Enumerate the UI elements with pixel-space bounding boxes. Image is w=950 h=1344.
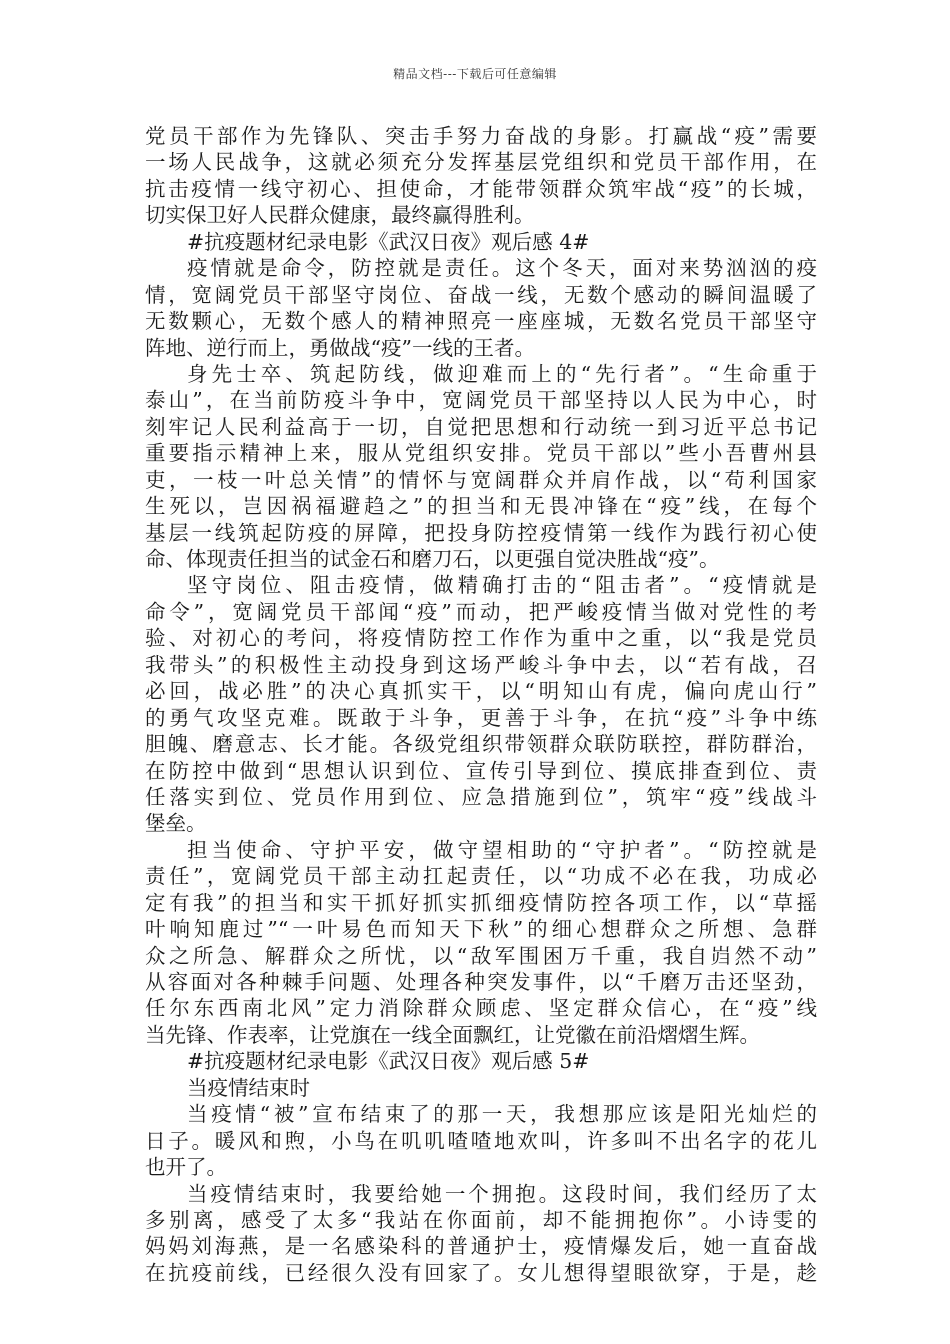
page-header: 精品文档---下载后可任意编辑 [393,67,557,81]
text-line: 在抗疫前线，已经很久没有回家了。女儿想得望眼欲穿，于是，趁 [145,1260,817,1285]
text-line: 也开了。 [145,1155,227,1180]
text-line: 从容面对各种棘手问题、处理各种突发事件，以“千磨万击还坚劲， [145,970,817,994]
document-body [145,123,817,1286]
subheading: 当疫情结束时 [187,1075,310,1100]
text-line: 当先锋、作表率，让党旗在一线全面飘红，让党徽在前沿熠熠生辉。 [145,1022,760,1047]
text-line: 命令”，宽阔党员干部闻“疫”而动，把严峻疫情当做对党性的考 [145,599,817,624]
text-line: 胆魄、磨意志、长才能。各级党组织带领群众联防联控，群防群治， [145,732,817,757]
text-line: 在防控中做到“思想认识到位、宣传引导到位、摸底排查到位、责 [145,758,817,783]
text-line: 当疫情“被”宣布结束了的那一天，我想那应该是阳光灿烂的 [187,1102,817,1127]
text-line: 我带头”的积极性主动投身到这场严峻斗争中去，以“若有战，召 [145,652,817,677]
text-line: 当疫情结束时，我要给她一个拥抱。这段时间，我们经历了太 [187,1181,817,1206]
text-line: 日子。暖风和煦，小鸟在叽叽喳喳地欢叫，许多叫不出名字的花儿 [145,1128,817,1153]
text-line: 堡垒。 [145,811,207,836]
text-line: 任尔东西南北风”定力消除群众顾虑、坚定群众信心，在“疫”线 [145,996,817,1021]
text-line: 一场人民战争，这就必须充分发挥基层党组织和党员干部作用，在 [145,150,817,175]
text-line: 担当使命、守护平安，做守望相助的“守护者”。“防控就是 [187,837,817,862]
text-line: 基层一线筑起防疫的屏障，把投身防控疫情第一线作为践行初心使 [145,520,817,545]
text-line: 无数颗心，无数个感人的精神照亮一座座城，无数名党员干部坚守 [145,309,817,334]
text-line: 的勇气攻坚克难。既敢于斗争，更善于斗争，在抗“疫”斗争中练 [145,705,817,730]
text-line: 抗击疫情一线守初心、担使命，才能带领群众筑牢战“疫”的长城， [145,176,817,201]
text-line: 生死以，岂因祸福避趋之”的担当和无畏冲锋在“疫”线，在每个 [145,494,817,519]
text-line: 党员干部作为先锋队、突击手努力奋战的身影。打赢战“疫”需要 [145,124,817,148]
text-line: 刻牢记人民利益高于一切，自觉把思想和行动统一到习近平总书记 [145,414,817,439]
text-line: 情，宽阔党员干部坚守岗位、奋战一线，无数个感动的瞬间温暖了 [145,282,817,307]
text-line: 妈妈刘海燕，是一名感染科的普通护士，疫情爆发后，她一直奋战 [145,1234,817,1259]
text-line: 必回，战必胜”的决心真抓实干，以“明知山有虎，偏向虎山行” [145,679,817,704]
text-line: 验、对初心的考问，将疫情防控工作作为重中之重，以“我是党员 [145,626,817,651]
text-line: 疫情就是命令，防控就是责任。这个冬天，面对来势汹汹的疫 [187,256,817,281]
text-line: 阵地、逆行而上，勇做战“疫”一线的王者。 [145,335,535,360]
text-line: 坚守岗位、阻击疫情，做精确打击的“阻击者”。“疫情就是 [187,573,817,598]
text-line: 任落实到位、党员作用到位、应急措施到位”，筑牢“疫”线战斗 [145,784,817,809]
text-line: 泰山”，在当前防疫斗争中，宽阔党员干部坚持以人民为中心，时 [145,388,817,413]
text-line: 身先士卒、筑起防线，做迎难而上的“先行者”。“生命重于 [187,361,817,386]
text-line: 责任”，宽阔党员干部主动扛起责任，以“功成不必在我，功成必 [145,864,817,889]
text-line: 定有我”的担当和实干抓好抓实抓细疫情防控各项工作，以“草摇 [145,890,817,915]
section-heading: #抗疫题材纪录电影《武汉日夜》观后感 5# [187,1049,590,1074]
text-line: 吏，一枝一叶总关情”的情怀与宽阔群众并肩作战，以“苟利国家 [145,467,817,492]
text-line: 众之所急、解群众之所忧，以“敌军围困万千重，我自岿然不动” [145,943,817,968]
section-heading: #抗疫题材纪录电影《武汉日夜》观后感 4# [187,229,590,254]
text-line: 切实保卫好人民群众健康，最终赢得胜利。 [145,203,535,228]
text-line: 命、体现责任担当的试金石和磨刀石，以更强自觉决胜战“疫”。 [145,547,720,571]
text-line: 多别离，感受了太多“我站在你面前，却不能拥抱你”。小诗雯的 [145,1207,817,1232]
text-line: 叶响知鹿过”“一叶易色而知天下秋”的细心想群众之所想、急群 [145,917,817,942]
text-line: 重要指示精神上来，服从党组织安排。党员干部以”些小吾曹州县 [145,441,817,466]
